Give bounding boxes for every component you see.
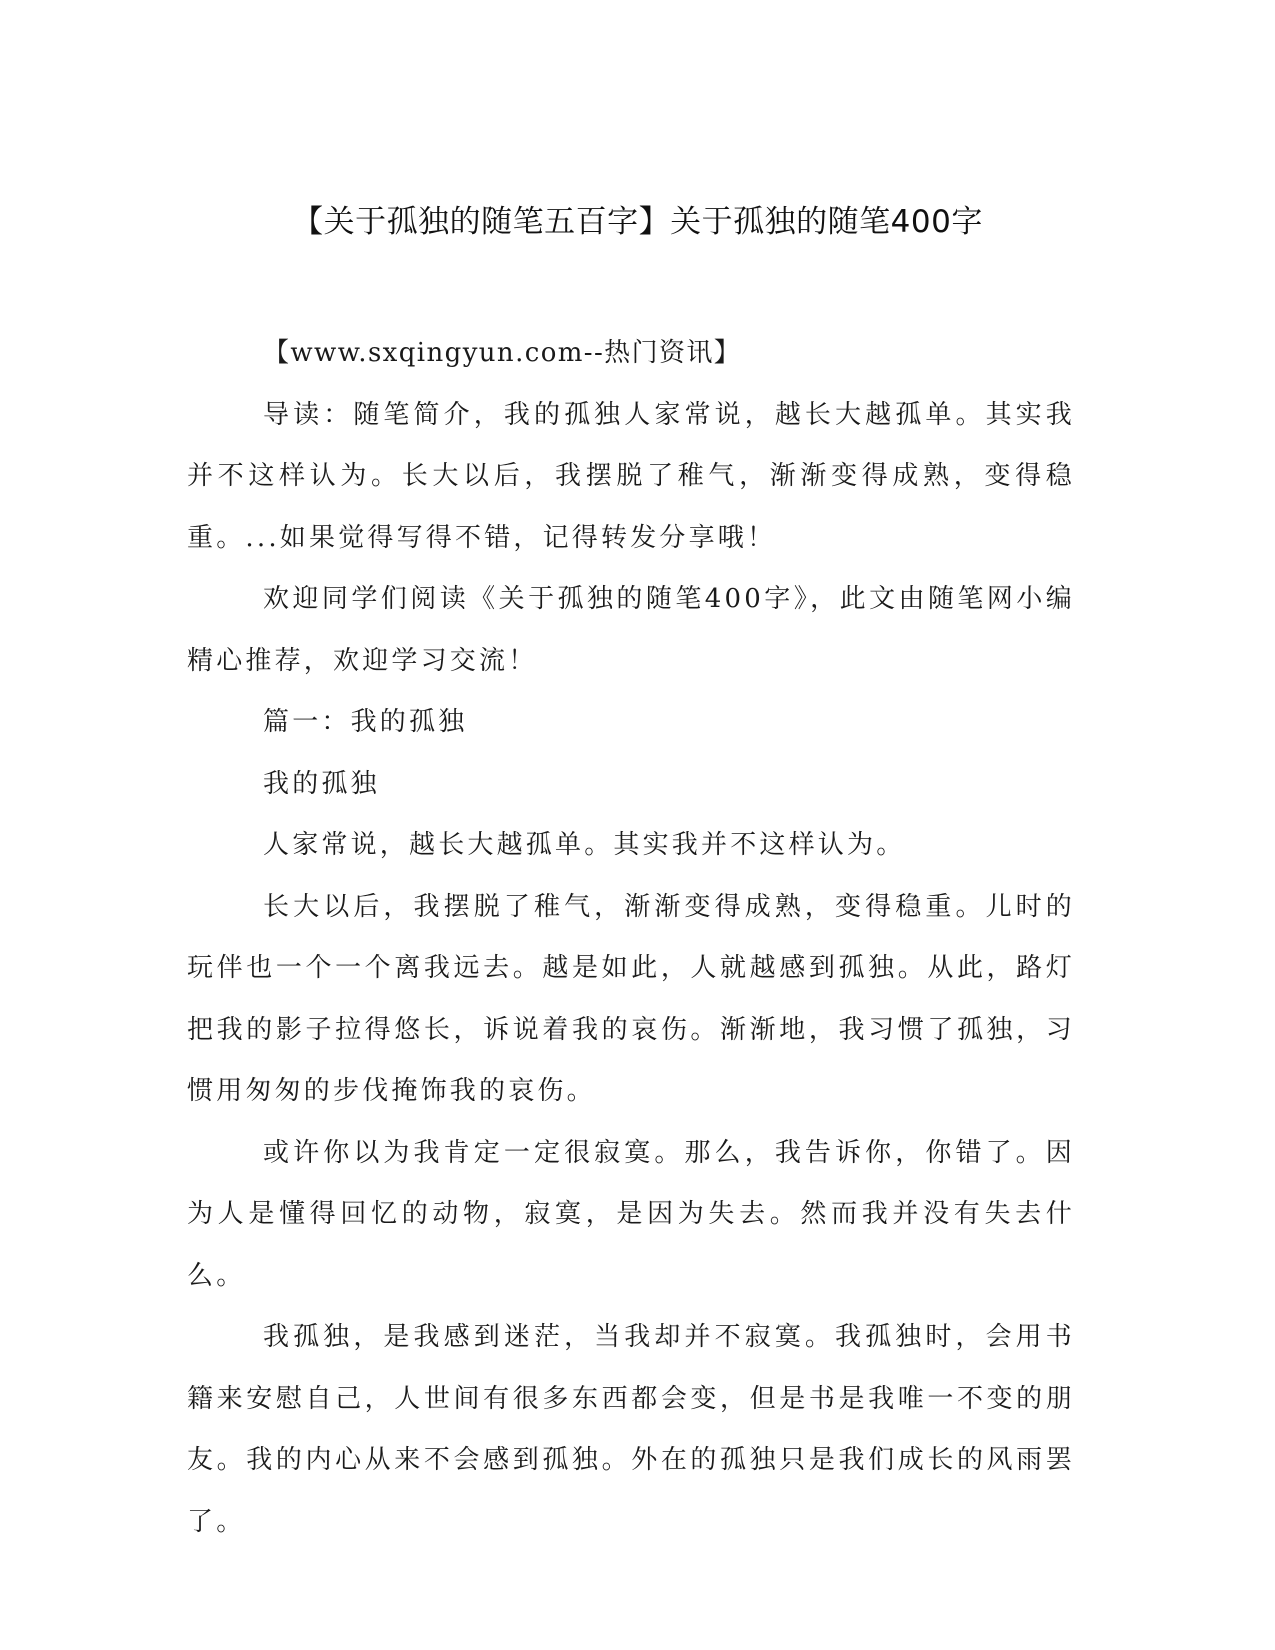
body-paragraph: 长大以后，我摆脱了稚气，渐渐变得成熟，变得稳重。儿时的玩伴也一个一个离我远去。越是如此，人就越感到孤独。从此，路灯把我的影子拉得悠长，诉说着我的哀伤。渐渐地，我习惯了孤独，习惯用匆匆的步伐掩饰我的哀伤。 <box>187 891 1075 1106</box>
body-paragraph: 人家常说，越长大越孤单。其实我并不这样认为。 <box>263 830 906 860</box>
body-paragraph: 我孤独，是我感到迷茫，当我却并不寂寞。我孤独时，会用书籍来安慰自己，人世间有很多东西都会变，但是书是我唯一不变的朋友。我的内心从来不会感到孤独。外在的孤独只是我们成长的风雨罢了。 <box>187 1322 1075 1537</box>
section-title: 我的孤独 <box>263 768 380 799</box>
section-heading: 篇一：我的孤独 <box>263 707 468 737</box>
intro-paragraph: 导读：随笔简介，我的孤独人家常说，越长大越孤单。其实我并不这样认为。长大以后，我摆脱了稚气，渐渐变得成熟，变得稳重。...如果觉得写得不错，记得转发分享哦！ <box>187 399 1075 553</box>
welcome-paragraph: 欢迎同学们阅读《关于孤独的随笔400字》，此文由随笔网小编精心推荐，欢迎学习交流！ <box>187 584 1075 676</box>
source-line: 【www.sxqingyun.com--热门资讯】 <box>263 338 742 368</box>
document-title: 【关于孤独的随笔五百字】关于孤独的随笔400字 <box>292 204 983 240</box>
document-body <box>187 323 1075 1553</box>
body-paragraph: 或许你以为我肯定一定很寂寞。那么，我告诉你，你错了。因为人是懂得回忆的动物，寂寞，是因为失去。然而我并没有失去什么。 <box>187 1137 1075 1291</box>
